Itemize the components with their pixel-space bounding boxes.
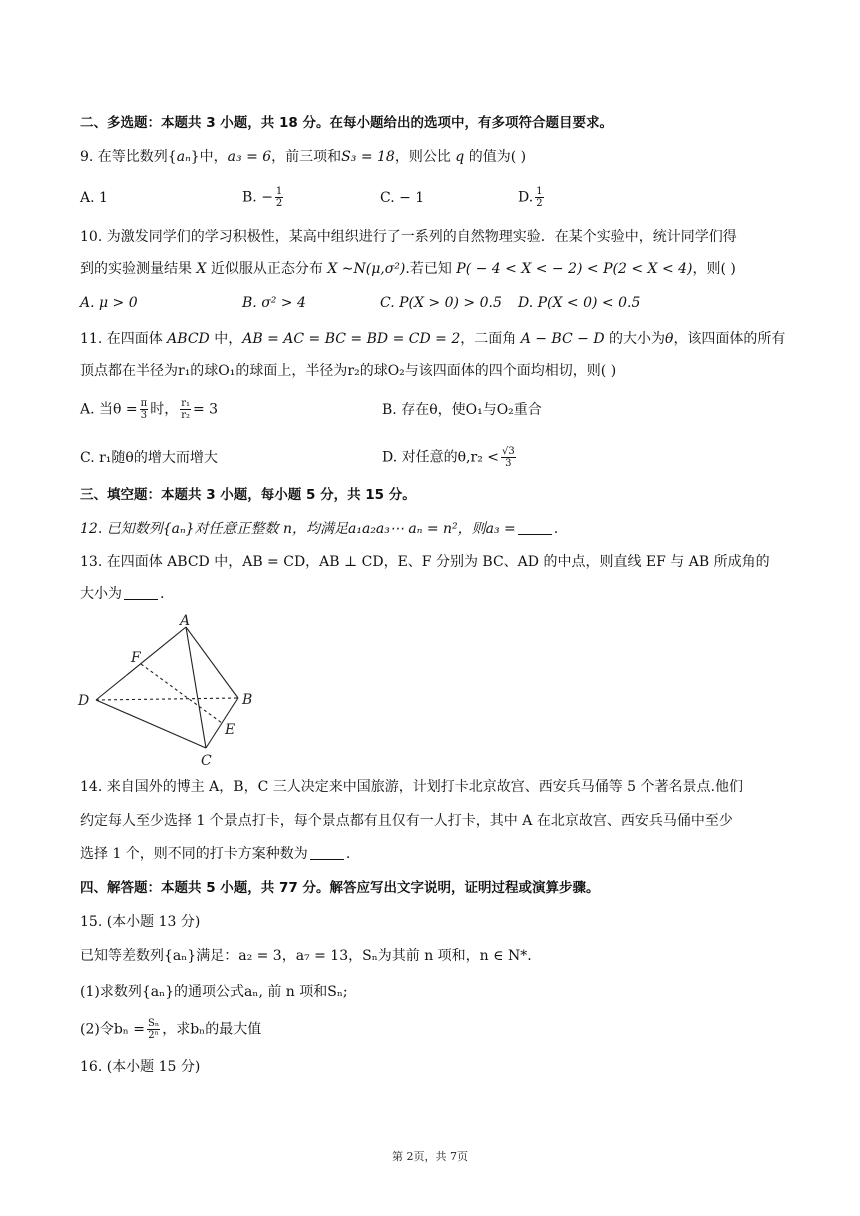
- q11-text: 11. 在四面体: [80, 331, 163, 347]
- question-9: [80, 146, 526, 168]
- q9-text: 9. 在等比数列{: [80, 149, 177, 165]
- label-a: A: [180, 613, 191, 629]
- q14-text: 选择 1 个，则不同的打卡方案种数为: [80, 846, 308, 862]
- question-16-header: 16. (本小题 15 分): [80, 1059, 201, 1075]
- q9-option-b-den: 2: [275, 198, 283, 209]
- q9-option-b: [242, 186, 380, 209]
- q11-option-b: B. 存在θ，使O₁与O₂重合: [382, 401, 542, 418]
- q11-option-a-text: = 3: [193, 401, 219, 418]
- q11-option-a-r2: r₂: [181, 410, 190, 421]
- q11-option-d-fraction: [501, 446, 516, 469]
- q15-part2-den: 2ⁿ: [148, 1030, 159, 1041]
- q9-option-b-num: 1: [275, 186, 283, 197]
- q11-option-a-pi: π: [140, 398, 148, 409]
- q9-s3: S₃ = 18: [341, 149, 395, 165]
- question-15-header: 15. (本小题 13 分): [80, 914, 201, 930]
- q15-part2-text: ，求bₙ的最大值: [162, 1021, 262, 1038]
- label-c: C: [201, 753, 212, 769]
- q11-equation: AB = AC = BC = BD = CD = 2: [242, 331, 461, 347]
- q9-q: q: [455, 149, 465, 165]
- q11-option-d-text: D. 对任意的θ,r₂ <: [382, 449, 499, 466]
- question-15-stem: 已知等差数列{aₙ}满足：a₂ = 3，a₇ = 13，Sₙ为其前 n 项和，n ∈ N*.: [80, 948, 532, 964]
- edge-ac: [186, 627, 206, 748]
- question-14-line-2: 约定每人至少选择 1 个景点打卡，每个景点都有且仅有一人打卡，其中 A 在北京故宫、西安兵马俑中至少: [80, 813, 733, 829]
- q11-option-c: C. r₁随θ的增大而增大: [80, 449, 218, 466]
- q10-text: 到的实验测量结果: [80, 261, 192, 277]
- label-b: B: [242, 692, 253, 708]
- q13-tail: .: [160, 586, 165, 602]
- q10-option-a: A. μ > 0: [80, 295, 138, 311]
- q9-sequence: aₙ: [176, 149, 191, 165]
- q11-text: ，二面角: [460, 331, 517, 347]
- q9-option-b-sign: B. −: [242, 189, 273, 206]
- q9-option-d-label: D.: [518, 189, 534, 206]
- q10-option-b: B. σ² > 4: [242, 295, 306, 311]
- q11-option-a-r1: r₁: [181, 398, 190, 409]
- question-13-line-2: [80, 583, 164, 605]
- q15-part2-text: (2)令bₙ =: [80, 1021, 146, 1038]
- segment-ef: [141, 664, 222, 723]
- q10-option-c: C. P(X > 0) > 0.5: [380, 295, 502, 311]
- q9-text: }中，: [190, 149, 228, 165]
- q15-part2-fraction: [147, 1018, 160, 1041]
- q14-answer-blank: [310, 845, 344, 860]
- edge-dc: [96, 700, 206, 748]
- edge-ab: [186, 627, 238, 698]
- question-9-options: [80, 186, 546, 209]
- q9-option-b-fraction: [275, 186, 283, 209]
- label-d: D: [78, 693, 90, 709]
- question-11-line-1: [80, 328, 785, 350]
- question-10-options: [80, 292, 640, 314]
- question-12: [80, 518, 558, 540]
- question-11-options-ab: [80, 398, 542, 421]
- section-heading-fill-blank: 三、填空题：本题共 3 小题，每小题 5 分，共 15 分。: [80, 487, 416, 503]
- q12-text: 12. 已知数列{aₙ}对任意正整数 n，均满足a₁a₂a₃⋯ aₙ = n²，则a₃ =: [80, 521, 516, 537]
- question-15-part-2: [80, 1018, 261, 1041]
- q10-text: 近似服从正态分布: [210, 261, 323, 277]
- section-heading-solutions: 四、解答题：本题共 5 小题，共 77 分。解答应写出文字说明，证明过程或演算步骤。: [80, 880, 600, 896]
- q15-part2-num: Sₙ: [148, 1018, 160, 1029]
- q13-text: 大小为: [80, 586, 122, 602]
- page-footer: 第 2页，共 7页: [392, 1150, 468, 1163]
- q11-option-d: [382, 446, 518, 469]
- q11-text: 的大小为: [609, 331, 665, 347]
- q14-tail: .: [345, 846, 351, 862]
- q10-inequality: P( − 4 < X < − 2) < P(2 < X < 4): [456, 261, 693, 277]
- q11-option-a: [80, 398, 382, 421]
- q11-option-a-text: A. 当θ =: [80, 401, 138, 418]
- question-15-part-1: (1)求数列{aₙ}的通项公式aₙ, 前 n 项和Sₙ;: [80, 984, 348, 1000]
- q10-text: ，则( ): [692, 261, 736, 277]
- q11-option-d-den: 3: [505, 458, 512, 469]
- question-14-line-3: [80, 843, 350, 865]
- question-14-line-1: 14. 来自国外的博主 A，B，C 三人决定来中国旅游，计划打卡北京故宫、西安兵马俑等 5 个著名景点.他们: [80, 779, 743, 795]
- q12-answer-blank: [518, 520, 552, 535]
- q11-option-a-pi-fraction: [140, 398, 149, 421]
- q12-tail: .: [553, 521, 559, 537]
- q9-text: ，前三项和: [271, 149, 342, 165]
- q10-text: .若已知: [405, 261, 452, 277]
- q9-option-d-num: 1: [536, 186, 543, 197]
- label-f: F: [131, 650, 141, 666]
- q9-option-c: C. − 1: [380, 189, 425, 206]
- q11-abcd: ABCD: [167, 331, 210, 347]
- question-13-line-1: 13. 在四面体 ABCD 中，AB = CD，AB ⊥ CD，E、F 分别为 BC、AD 的中点，则直线 EF 与 AB 所成角的: [80, 554, 770, 570]
- q11-option-a-three: 3: [140, 410, 148, 421]
- section-heading-multi-choice: 二、多选题：本题共 3 小题，共 18 分。在每小题给出的选项中，有多项符合题目要求。: [80, 115, 613, 131]
- edge-db-hidden: [96, 698, 238, 700]
- q11-option-a-text: 时，: [150, 401, 179, 418]
- q9-option-a: A. 1: [80, 189, 108, 206]
- question-10-line-2: [80, 258, 736, 280]
- question-11-options-cd: [80, 446, 518, 469]
- question-10-line-1: 10. 为激发同学们的学习积极性，某高中组织进行了一系列的自然物理实验．在某个实验中，统计同学们得: [80, 229, 737, 245]
- q9-option-d: [518, 186, 546, 209]
- label-e: E: [225, 722, 236, 738]
- q9-option-d-fraction: [535, 186, 543, 209]
- q13-answer-blank: [124, 585, 158, 600]
- q11-text: 中，: [214, 331, 243, 347]
- q10-option-d: D. P(X < 0) < 0.5: [518, 295, 641, 311]
- q11-option-d-num: √3: [502, 446, 515, 457]
- question-11-line-2: 顶点都在半径为r₁的球O₁的球面上，半径为r₂的球O₂与该四面体的四个面均相切，则( ): [80, 363, 617, 379]
- q9-a3: a₃ = 6: [227, 149, 272, 165]
- q9-option-d-den: 2: [536, 198, 543, 209]
- q11-text: ，该四面体的所有: [673, 331, 786, 347]
- tetrahedron-figure: [76, 612, 276, 770]
- q11-angle: A − BC − D: [520, 331, 605, 347]
- q11-theta: θ: [665, 331, 674, 347]
- q11-option-a-r-fraction: [180, 398, 191, 421]
- q10-distribution: X ∼N(μ,σ²): [327, 261, 406, 277]
- q9-text: 的值为( ): [468, 149, 527, 165]
- q9-text: ，则公比: [394, 149, 451, 165]
- q10-x: X: [196, 261, 207, 277]
- edge-ad: [96, 627, 186, 700]
